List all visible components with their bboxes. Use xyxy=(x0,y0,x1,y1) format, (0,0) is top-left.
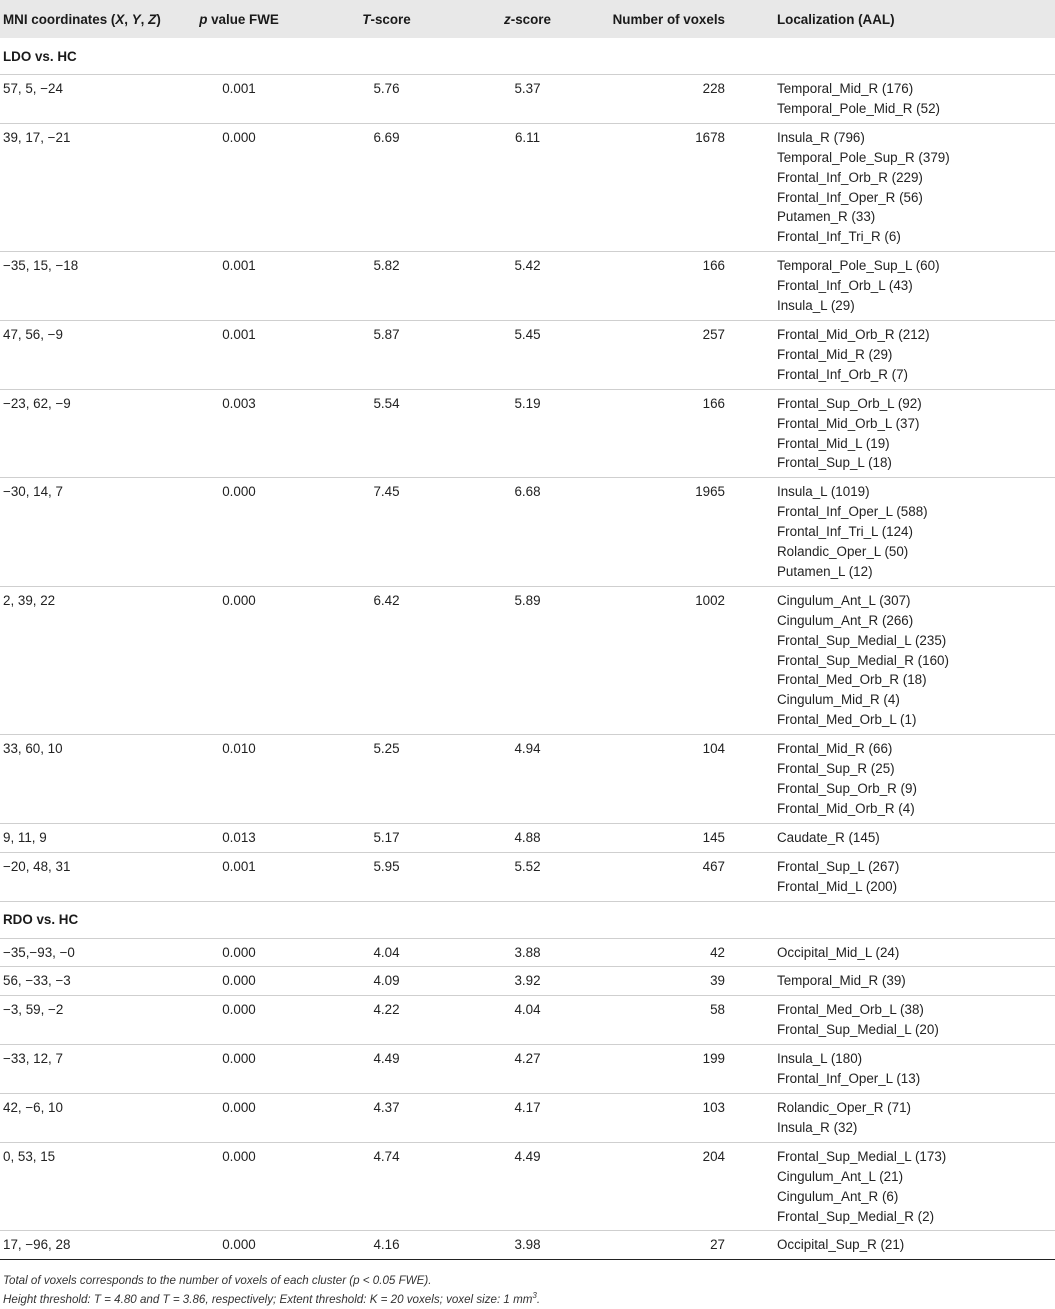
cell-p-value: 0.000 xyxy=(170,478,308,587)
localization-entry: Cingulum_Ant_R (6) xyxy=(777,1188,899,1204)
localization-entry: Insula_L (1019) xyxy=(777,484,870,500)
localization-entry: Cingulum_Ant_R (266) xyxy=(777,612,914,628)
cell-p-value: 0.001 xyxy=(170,852,308,901)
table-row xyxy=(0,320,1055,389)
localization-entry: Caudate_R (145) xyxy=(777,829,880,845)
localization-entry: Insula_L (180) xyxy=(777,1051,863,1067)
cell-mni-coordinates: 9, 11, 9 xyxy=(0,823,170,852)
cell-p-value: 0.000 xyxy=(170,1093,308,1142)
cell-p-value: 0.000 xyxy=(170,996,308,1045)
cell-localization xyxy=(745,123,1055,251)
localization-entry: Frontal_Inf_Tri_R (6) xyxy=(777,229,901,245)
footnote-thresholds-text: Height threshold: T = 4.80 and T = 3.86, respectively; Extent threshold: K = 20 voxels; voxel size: 1 mm xyxy=(3,1293,533,1306)
localization-entry: Frontal_Inf_Orb_R (229) xyxy=(777,169,923,185)
localization-entry: Frontal_Sup_R (25) xyxy=(777,761,895,777)
header-number-of-voxels: Number of voxels xyxy=(590,0,745,38)
localization-entry: Occipital_Sup_R (21) xyxy=(777,1237,905,1253)
cell-p-value: 0.013 xyxy=(170,823,308,852)
cell-number-of-voxels: 42 xyxy=(590,938,745,967)
cell-localization xyxy=(745,252,1055,321)
table-row xyxy=(0,823,1055,852)
localization-entry: Cingulum_Mid_R (4) xyxy=(777,692,900,708)
cell-t-score: 7.45 xyxy=(308,478,465,587)
table-row xyxy=(0,478,1055,587)
localization-entry: Frontal_Sup_Orb_R (9) xyxy=(777,781,917,796)
localization-entry: Frontal_Sup_Orb_L (92) xyxy=(777,395,922,411)
localization-entry: Frontal_Sup_L (267) xyxy=(777,858,900,874)
table-header xyxy=(0,0,1055,38)
localization-entry: Frontal_Mid_L (200) xyxy=(777,878,898,894)
localization-entry: Frontal_Sup_Medial_L (235) xyxy=(777,632,947,648)
localization-entry: Temporal_Pole_Sup_R (379) xyxy=(777,149,950,165)
cell-mni-coordinates: 39, 17, −21 xyxy=(0,123,170,251)
cell-number-of-voxels: 58 xyxy=(590,996,745,1045)
cell-mni-coordinates: 17, −96, 28 xyxy=(0,1231,170,1260)
cell-p-value: 0.000 xyxy=(170,1142,308,1231)
cell-number-of-voxels: 228 xyxy=(590,75,745,124)
cell-z-score: 3.92 xyxy=(465,967,590,996)
cell-number-of-voxels: 1002 xyxy=(590,586,745,734)
cell-localization xyxy=(745,1045,1055,1094)
cell-localization xyxy=(745,996,1055,1045)
cell-localization xyxy=(745,75,1055,124)
table-footnotes xyxy=(3,1271,540,1309)
cell-z-score: 6.68 xyxy=(465,478,590,587)
cell-localization xyxy=(745,320,1055,389)
cell-z-score: 3.98 xyxy=(465,1231,590,1260)
cell-localization xyxy=(745,938,1055,967)
cell-localization xyxy=(745,1231,1055,1260)
cell-p-value: 0.001 xyxy=(170,320,308,389)
table-row xyxy=(0,252,1055,321)
localization-entry: Frontal_Med_Orb_L (1) xyxy=(777,712,917,728)
cell-mni-coordinates: −30, 14, 7 xyxy=(0,478,170,587)
localization-entry: Cingulum_Ant_L (307) xyxy=(777,592,911,608)
localization-entry: Temporal_Mid_R (39) xyxy=(777,973,906,989)
cell-mni-coordinates: 0, 53, 15 xyxy=(0,1142,170,1231)
localization-entry: Frontal_Sup_Medial_L (20) xyxy=(777,1022,939,1038)
header-localization: Localization (AAL) xyxy=(745,0,1055,38)
cell-p-value: 0.000 xyxy=(170,1231,308,1260)
localization-entry: Frontal_Mid_R (29) xyxy=(777,346,893,362)
header-row xyxy=(0,0,1055,38)
localization-entry: Insula_R (796) xyxy=(777,129,865,145)
localization-entry: Frontal_Sup_L (18) xyxy=(777,455,892,471)
localization-entry: Frontal_Mid_Orb_R (4) xyxy=(777,800,915,816)
cell-number-of-voxels: 204 xyxy=(590,1142,745,1231)
cell-localization xyxy=(745,823,1055,852)
section-title: LDO vs. HC xyxy=(0,38,1055,75)
cell-t-score: 4.49 xyxy=(308,1045,465,1094)
cell-mni-coordinates: −35, 15, −18 xyxy=(0,252,170,321)
cell-z-score: 5.52 xyxy=(465,852,590,901)
cell-mni-coordinates: 42, −6, 10 xyxy=(0,1093,170,1142)
cell-z-score: 4.17 xyxy=(465,1093,590,1142)
cell-t-score: 4.74 xyxy=(308,1142,465,1231)
section-row xyxy=(0,38,1055,75)
localization-entry: Occipital_Mid_L (24) xyxy=(777,944,900,960)
cell-number-of-voxels: 1678 xyxy=(590,123,745,251)
localization-entry: Frontal_Sup_Medial_L (173) xyxy=(777,1148,947,1164)
cell-localization xyxy=(745,735,1055,824)
cell-p-value: 0.000 xyxy=(170,967,308,996)
localization-entry: Frontal_Inf_Oper_L (588) xyxy=(777,504,928,520)
cell-z-score: 4.27 xyxy=(465,1045,590,1094)
localization-entry: Putamen_L (12) xyxy=(777,563,873,579)
cell-localization xyxy=(745,389,1055,478)
localization-entry: Frontal_Inf_Tri_L (124) xyxy=(777,524,913,540)
cell-mni-coordinates: −35,−93, −0 xyxy=(0,938,170,967)
table-row xyxy=(0,75,1055,124)
localization-entry: Temporal_Pole_Mid_R (52) xyxy=(777,100,940,116)
table-row xyxy=(0,1045,1055,1094)
localization-entry: Frontal_Inf_Orb_L (43) xyxy=(777,278,913,294)
table-row xyxy=(0,123,1055,251)
cell-t-score: 5.17 xyxy=(308,823,465,852)
cell-number-of-voxels: 103 xyxy=(590,1093,745,1142)
cell-localization xyxy=(745,967,1055,996)
cell-mni-coordinates: 2, 39, 22 xyxy=(0,586,170,734)
cell-p-value: 0.000 xyxy=(170,123,308,251)
localization-entry: Frontal_Sup_Medial_R (160) xyxy=(777,652,949,668)
localization-entry: Frontal_Mid_Orb_R (212) xyxy=(777,326,930,342)
cell-t-score: 5.76 xyxy=(308,75,465,124)
cell-p-value: 0.001 xyxy=(170,252,308,321)
section-row xyxy=(0,901,1055,938)
localization-entry: Rolandic_Oper_R (71) xyxy=(777,1099,911,1115)
cell-number-of-voxels: 166 xyxy=(590,389,745,478)
cell-t-score: 5.87 xyxy=(308,320,465,389)
localization-entry: Frontal_Mid_R (66) xyxy=(777,741,893,757)
cell-t-score: 4.37 xyxy=(308,1093,465,1142)
header-p-value: p value FWE xyxy=(170,0,308,38)
cell-number-of-voxels: 1965 xyxy=(590,478,745,587)
cell-number-of-voxels: 166 xyxy=(590,252,745,321)
cell-p-value: 0.000 xyxy=(170,1045,308,1094)
cell-p-value: 0.000 xyxy=(170,938,308,967)
cell-p-value: 0.010 xyxy=(170,735,308,824)
cell-mni-coordinates: 56, −33, −3 xyxy=(0,967,170,996)
cell-t-score: 5.54 xyxy=(308,389,465,478)
localization-entry: Frontal_Mid_Orb_L (37) xyxy=(777,415,920,431)
cell-localization xyxy=(745,586,1055,734)
header-t-score: T-score xyxy=(308,0,465,38)
cell-t-score: 4.04 xyxy=(308,938,465,967)
localization-entry: Temporal_Mid_R (176) xyxy=(777,81,914,96)
cell-number-of-voxels: 257 xyxy=(590,320,745,389)
footnote-thresholds xyxy=(3,1290,540,1309)
cell-t-score: 5.82 xyxy=(308,252,465,321)
cell-number-of-voxels: 467 xyxy=(590,852,745,901)
table-row xyxy=(0,1231,1055,1260)
table-row xyxy=(0,852,1055,901)
cell-mni-coordinates: 57, 5, −24 xyxy=(0,75,170,124)
cell-p-value: 0.001 xyxy=(170,75,308,124)
cell-z-score: 5.89 xyxy=(465,586,590,734)
cell-z-score: 5.37 xyxy=(465,75,590,124)
cell-z-score: 4.94 xyxy=(465,735,590,824)
cell-localization xyxy=(745,478,1055,587)
cell-mni-coordinates: 47, 56, −9 xyxy=(0,320,170,389)
cell-mni-coordinates: −23, 62, −9 xyxy=(0,389,170,478)
localization-entry: Frontal_Med_Orb_R (18) xyxy=(777,672,927,688)
cell-z-score: 5.45 xyxy=(465,320,590,389)
localization-entry: Rolandic_Oper_L (50) xyxy=(777,544,909,560)
cell-z-score: 5.42 xyxy=(465,252,590,321)
cell-t-score: 6.42 xyxy=(308,586,465,734)
table-row xyxy=(0,996,1055,1045)
localization-entry: Insula_L (29) xyxy=(777,298,855,314)
cell-t-score: 5.25 xyxy=(308,735,465,824)
cell-number-of-voxels: 104 xyxy=(590,735,745,824)
table-row xyxy=(0,389,1055,478)
cell-t-score: 4.09 xyxy=(308,967,465,996)
cell-t-score: 5.95 xyxy=(308,852,465,901)
cell-localization xyxy=(745,852,1055,901)
footnote-superscript: 3 xyxy=(532,1291,537,1301)
cell-localization xyxy=(745,1142,1055,1231)
cell-p-value: 0.003 xyxy=(170,389,308,478)
table-row xyxy=(0,938,1055,967)
cell-z-score: 5.19 xyxy=(465,389,590,478)
table-row xyxy=(0,967,1055,996)
localization-entry: Putamen_R (33) xyxy=(777,209,876,225)
cell-mni-coordinates: −20, 48, 31 xyxy=(0,852,170,901)
localization-entry: Frontal_Inf_Orb_R (7) xyxy=(777,366,908,382)
cell-z-score: 4.49 xyxy=(465,1142,590,1231)
table-row xyxy=(0,735,1055,824)
footnote-period: . xyxy=(536,1293,541,1306)
footnote-voxels: Total of voxels corresponds to the number of voxels of each cluster (p < 0.05 FWE). xyxy=(3,1274,432,1287)
table-row xyxy=(0,1142,1055,1231)
localization-entry: Frontal_Inf_Oper_R (56) xyxy=(777,189,923,205)
cell-t-score: 4.16 xyxy=(308,1231,465,1260)
header-z-score: z-score xyxy=(465,0,590,38)
cell-z-score: 4.04 xyxy=(465,996,590,1045)
cell-number-of-voxels: 39 xyxy=(590,967,745,996)
localization-entry: Temporal_Pole_Sup_L (60) xyxy=(777,258,940,274)
cell-mni-coordinates: −3, 59, −2 xyxy=(0,996,170,1045)
cell-number-of-voxels: 145 xyxy=(590,823,745,852)
table-row xyxy=(0,586,1055,734)
cell-localization xyxy=(745,1093,1055,1142)
localization-entry: Frontal_Sup_Medial_R (2) xyxy=(777,1208,935,1224)
cell-z-score: 4.88 xyxy=(465,823,590,852)
localization-entry: Frontal_Mid_L (19) xyxy=(777,435,890,451)
cell-number-of-voxels: 199 xyxy=(590,1045,745,1094)
localization-entry: Cingulum_Ant_L (21) xyxy=(777,1168,904,1184)
table-row xyxy=(0,1093,1055,1142)
cell-t-score: 4.22 xyxy=(308,996,465,1045)
cell-t-score: 6.69 xyxy=(308,123,465,251)
localization-entry: Insula_R (32) xyxy=(777,1119,858,1135)
table-body xyxy=(0,38,1055,1260)
section-title: RDO vs. HC xyxy=(0,901,1055,938)
cell-z-score: 3.88 xyxy=(465,938,590,967)
cell-mni-coordinates: 33, 60, 10 xyxy=(0,735,170,824)
cell-mni-coordinates: −33, 12, 7 xyxy=(0,1045,170,1094)
header-mni-coordinates: MNI coordinates (X, Y, Z) xyxy=(0,0,170,38)
cell-z-score: 6.11 xyxy=(465,123,590,251)
cell-p-value: 0.000 xyxy=(170,586,308,734)
localization-entry: Frontal_Inf_Oper_L (13) xyxy=(777,1071,921,1087)
localization-entry: Frontal_Med_Orb_L (38) xyxy=(777,1002,924,1018)
cell-number-of-voxels: 27 xyxy=(590,1231,745,1260)
